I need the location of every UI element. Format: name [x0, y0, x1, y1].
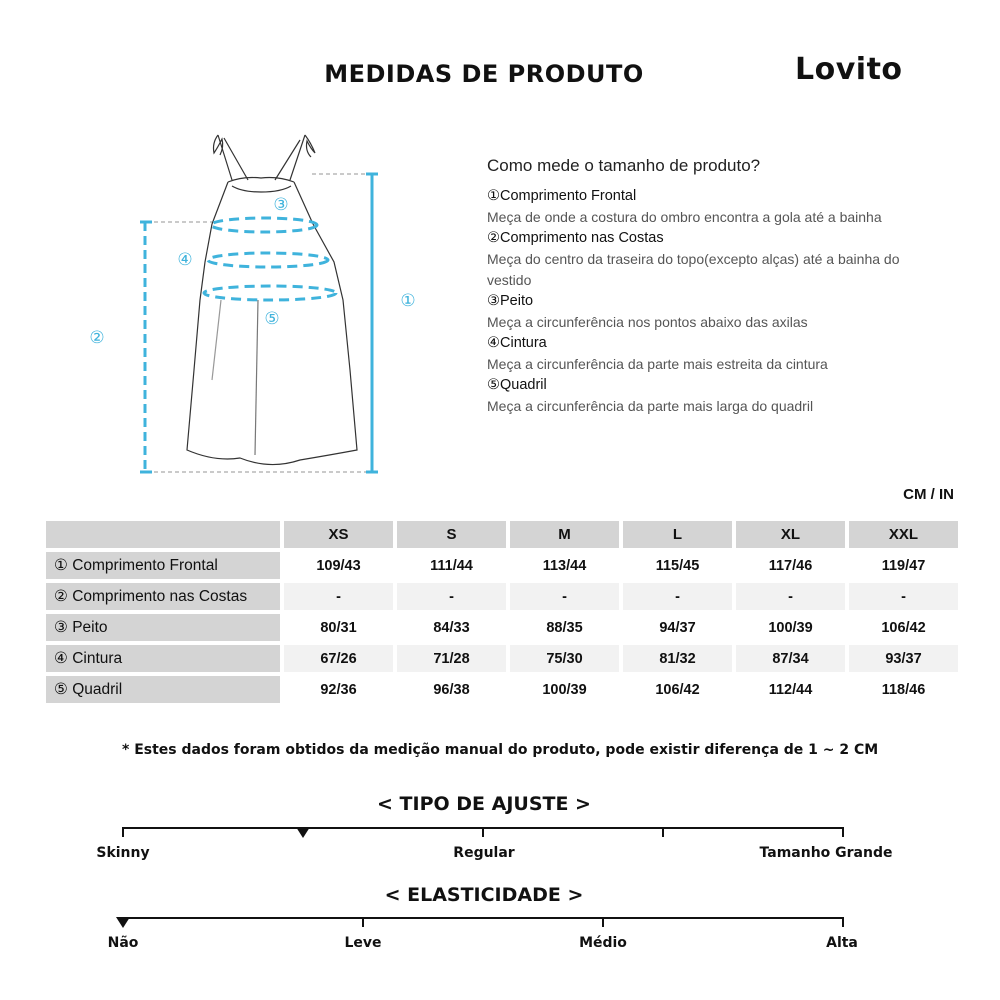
guide-item [487, 291, 927, 333]
fit-label-regular: Regular [453, 845, 515, 861]
marker-4: ④ [177, 250, 193, 270]
table-cell: 111/44 [397, 552, 506, 579]
unit-label: CM / IN [903, 486, 954, 503]
table-cell: 109/43 [284, 552, 393, 579]
table-cell: - [284, 583, 393, 610]
fit-level-marker [296, 827, 310, 838]
elasticity-scale-line [122, 917, 844, 919]
guide-item-desc: Meça a circunferência da parte mais larga do quadril [487, 398, 814, 414]
table-cell: 100/39 [510, 676, 619, 703]
fit-tick [662, 827, 664, 837]
table-cell: 119/47 [849, 552, 958, 579]
table-cell: 80/31 [284, 614, 393, 641]
size-header: M [510, 521, 619, 548]
dress-illustration [80, 120, 440, 490]
table-cell: - [623, 583, 732, 610]
guide-item-title: ③Peito [487, 293, 534, 309]
size-header: XL [736, 521, 845, 548]
table-cell: - [510, 583, 619, 610]
elasticity-scale-title: < ELASTICIDADE > [384, 884, 584, 906]
elasticity-label-medium: Médio [579, 935, 627, 951]
elasticity-label-high: Alta [826, 935, 858, 951]
table-cell: 106/42 [849, 614, 958, 641]
elasticity-tick [362, 917, 364, 927]
guide-item-desc: Meça de onde a costura do ombro encontra a gola até a bainha [487, 209, 882, 225]
guide-item-title: ④Cintura [487, 335, 547, 351]
elasticity-label-light: Leve [344, 935, 382, 951]
guide-item [487, 375, 927, 417]
guide-question: Como mede o tamanho de produto? [487, 156, 761, 175]
table-cell: 88/35 [510, 614, 619, 641]
table-cell: 96/38 [397, 676, 506, 703]
guide-item [487, 228, 927, 291]
row-label: ① Comprimento Frontal [46, 552, 280, 579]
elasticity-tick [842, 917, 844, 927]
table-cell: 93/37 [849, 645, 958, 672]
guide-item [487, 186, 927, 228]
table-row [46, 614, 958, 641]
elasticity-level-marker [116, 917, 130, 928]
page-title: MEDIDAS DE PRODUTO [324, 60, 644, 88]
marker-1: ① [400, 291, 416, 311]
table-cell: 113/44 [510, 552, 619, 579]
table-cell: 92/36 [284, 676, 393, 703]
measurement-guide [487, 156, 927, 417]
size-table [42, 517, 962, 707]
size-header: L [623, 521, 732, 548]
row-label: ⑤ Quadril [46, 676, 280, 703]
table-cell: 106/42 [623, 676, 732, 703]
row-label: ③ Peito [46, 614, 280, 641]
fit-label-large: Tamanho Grande [759, 845, 893, 861]
guide-item [487, 333, 927, 375]
table-row [46, 583, 958, 610]
table-cell: - [849, 583, 958, 610]
guide-item-desc: Meça a circunferência nos pontos abaixo das axilas [487, 314, 808, 330]
guide-item-desc: Meça do centro da traseira do topo(excepto alças) até a bainha do vestido [487, 251, 900, 288]
elasticity-label-none: Não [107, 935, 139, 951]
table-cell: - [736, 583, 845, 610]
size-header: XS [284, 521, 393, 548]
measure-lines [140, 174, 378, 472]
guide-item-title: ②Comprimento nas Costas [487, 230, 664, 246]
brand-logo: Lovito [795, 52, 903, 87]
fit-tick [482, 827, 484, 837]
fit-tick [842, 827, 844, 837]
table-cell: 100/39 [736, 614, 845, 641]
fit-tick [122, 827, 124, 837]
table-cell: 112/44 [736, 676, 845, 703]
table-header-row [46, 521, 958, 548]
table-cell: 75/30 [510, 645, 619, 672]
guide-item-desc: Meça a circunferência da parte mais estreita da cintura [487, 356, 828, 372]
row-label: ② Comprimento nas Costas [46, 583, 280, 610]
table-cell: 115/45 [623, 552, 732, 579]
table-cell: 71/28 [397, 645, 506, 672]
row-label: ④ Cintura [46, 645, 280, 672]
fit-scale-title: < TIPO DE AJUSTE > [377, 793, 591, 815]
table-row [46, 645, 958, 672]
marker-2: ② [89, 328, 105, 348]
table-cell: 87/34 [736, 645, 845, 672]
guide-item-title: ⑤Quadril [487, 377, 547, 393]
table-cell: 118/46 [849, 676, 958, 703]
fit-label-skinny: Skinny [96, 845, 150, 861]
table-cell: 81/32 [623, 645, 732, 672]
table-cell: 67/26 [284, 645, 393, 672]
elasticity-tick [602, 917, 604, 927]
table-row [46, 676, 958, 703]
table-corner [46, 521, 280, 548]
table-row [46, 552, 958, 579]
marker-5: ⑤ [264, 309, 280, 329]
marker-3: ③ [273, 195, 289, 215]
guide-item-title: ①Comprimento Frontal [487, 188, 637, 204]
table-cell: - [397, 583, 506, 610]
size-header: S [397, 521, 506, 548]
table-cell: 117/46 [736, 552, 845, 579]
table-cell: 84/33 [397, 614, 506, 641]
table-cell: 94/37 [623, 614, 732, 641]
size-header: XXL [849, 521, 958, 548]
disclaimer-note: * Estes dados foram obtidos da medição manual do produto, pode existir diferença de 1 ~ 2 CM [122, 742, 879, 758]
